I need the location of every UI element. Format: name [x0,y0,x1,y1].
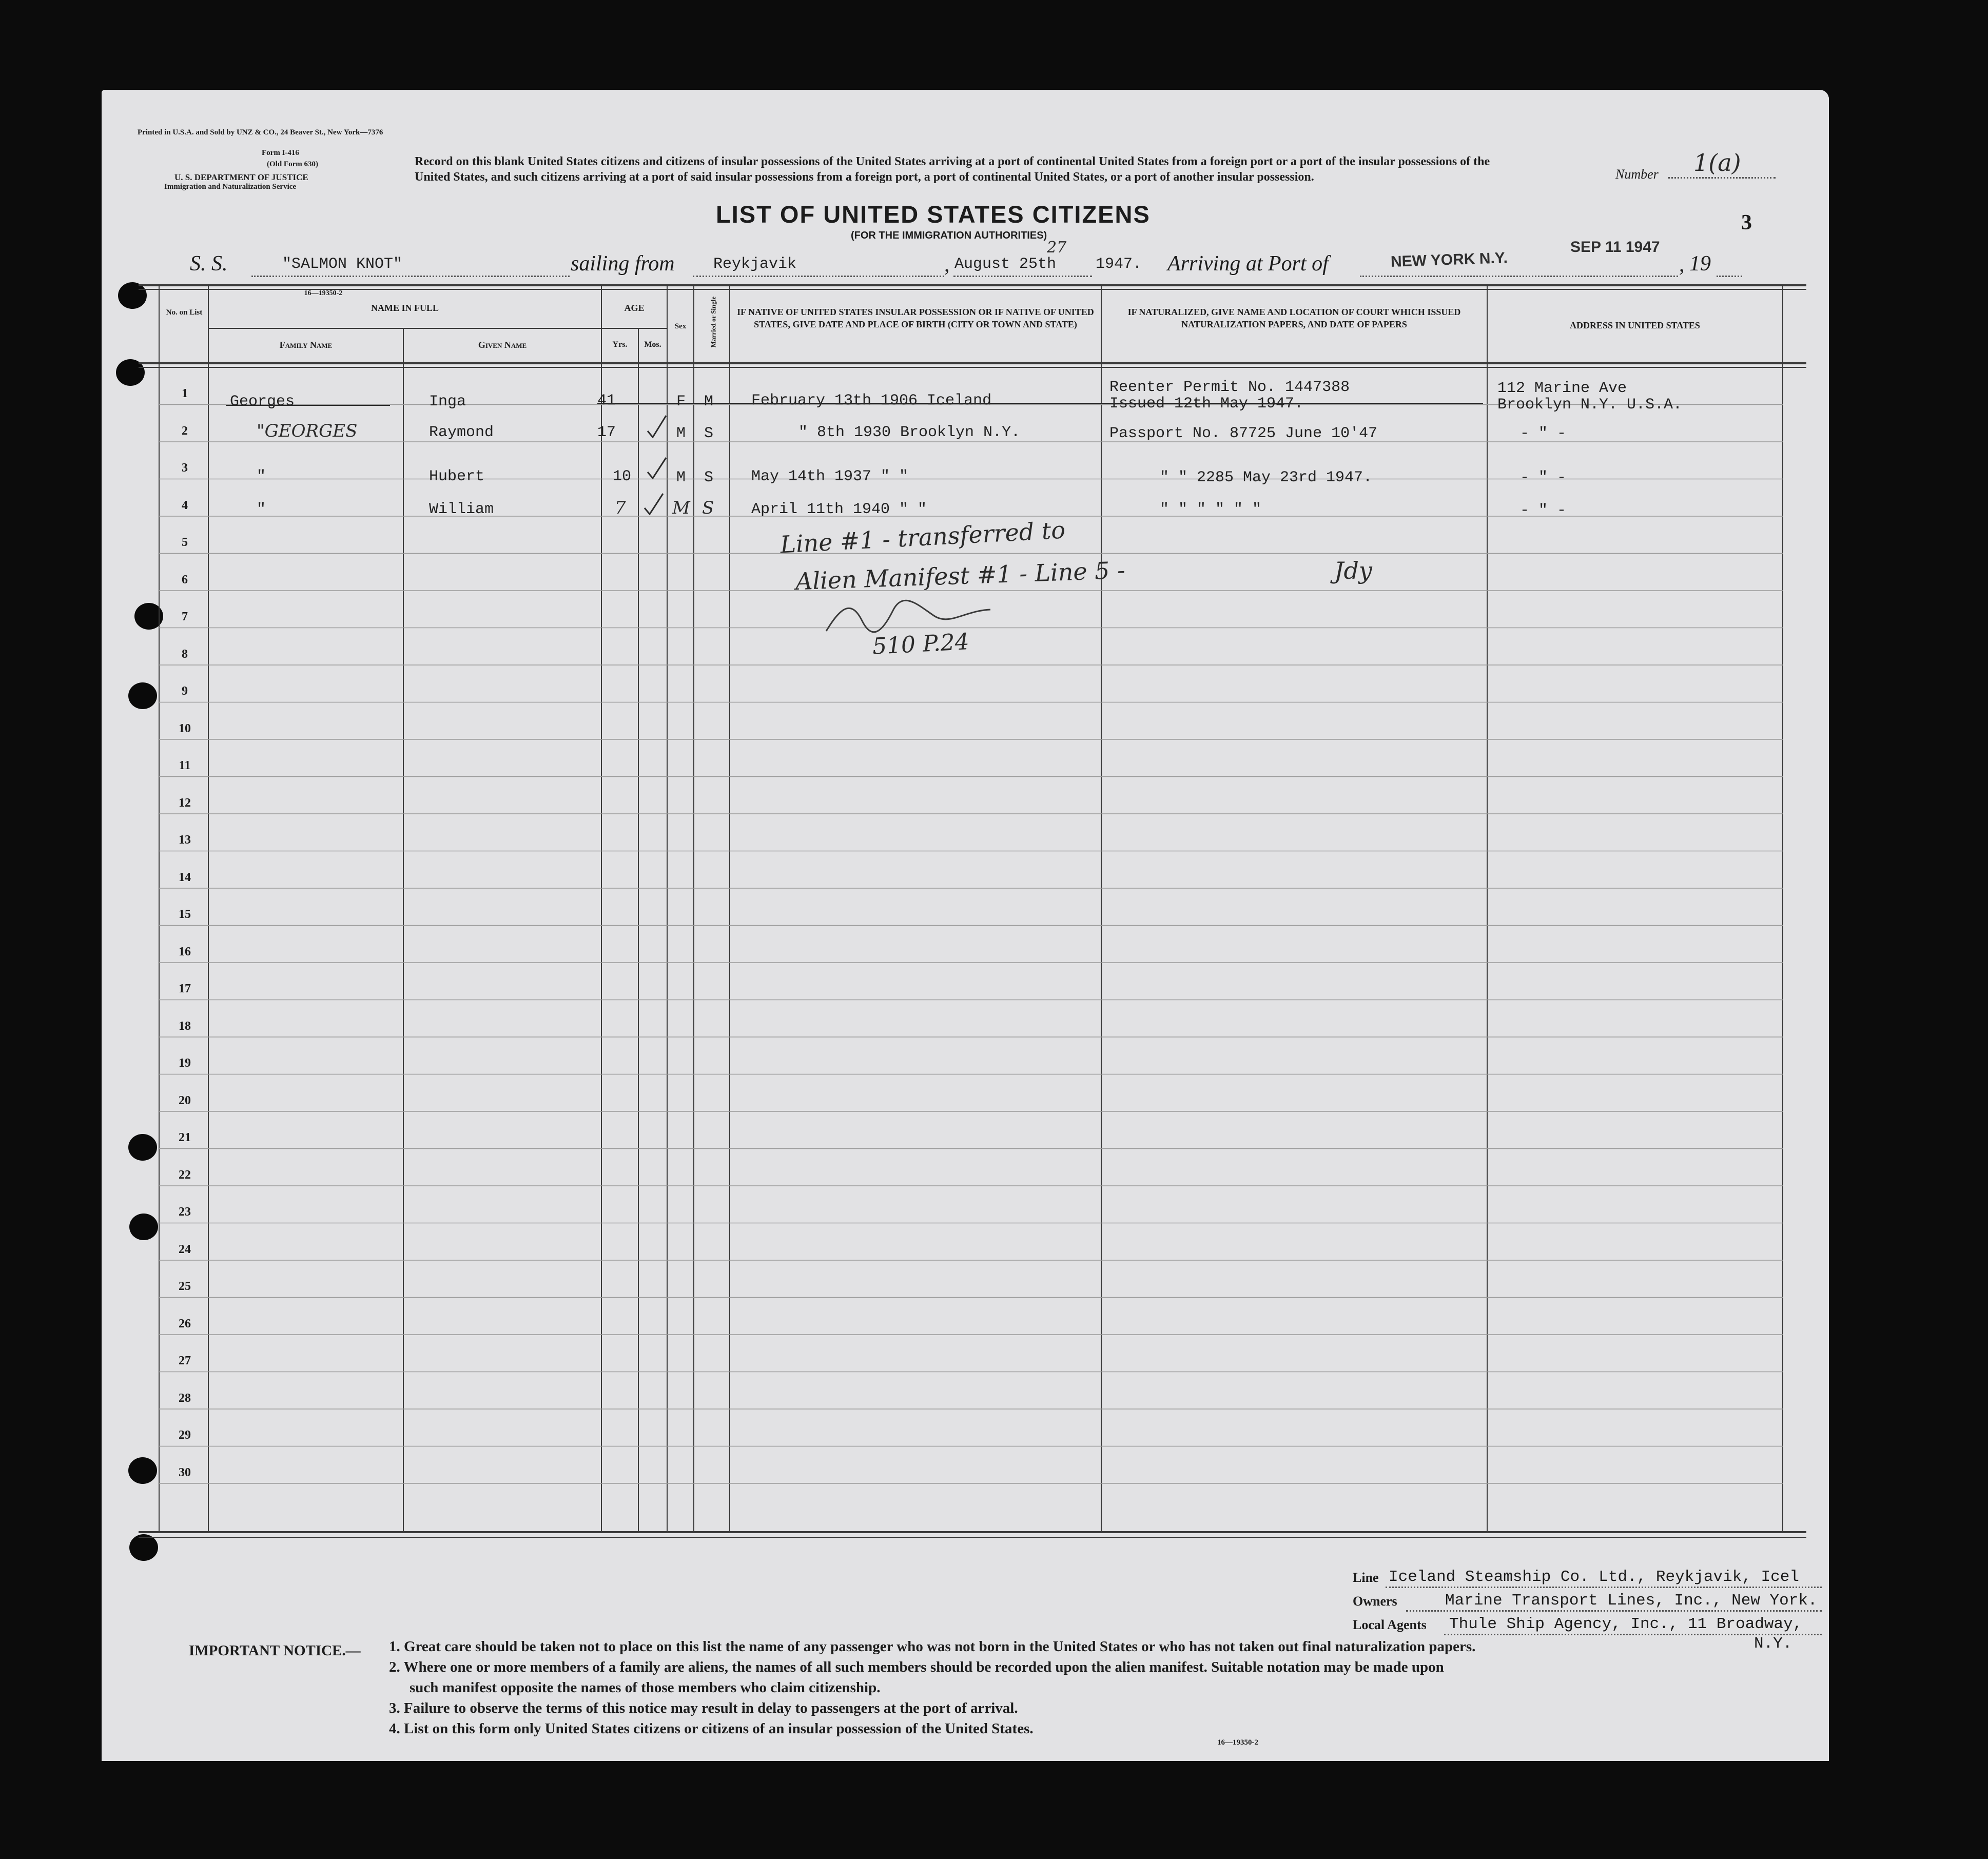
page-title: LIST OF UNITED STATES CITIZENS [716,201,1151,228]
notice-4: 4. List on this form only United States citizens or citizens of an insular possession of the United States. [389,1720,1034,1737]
department: U. S. DEPARTMENT OF JUSTICE [174,172,308,182]
family-name: " [257,501,266,518]
sailing-label: sailing from [571,252,675,276]
row-number: 14 [179,870,191,884]
given-name: William [429,501,494,518]
line-field [1386,1587,1822,1588]
footer-form-code: 16—19350-2 [1217,1738,1258,1747]
sex: M [676,469,686,486]
row-number: 6 [182,573,188,586]
row-number: 11 [179,759,191,772]
married-status: S [704,469,714,486]
row-number: 21 [179,1131,191,1144]
ship-name: "SALMON KNOT" [282,256,403,273]
address-line-2: Brooklyn N.Y. U.S.A. [1497,396,1683,414]
row-number: 20 [179,1093,191,1107]
number-label: Number [1615,167,1659,182]
arriving-label: Arriving at Port of [1167,252,1329,276]
arrival-port-stamp: NEW YORK N.Y. [1390,249,1508,270]
agents-value: Thule Ship Agency, Inc., 11 Broadway, [1449,1615,1803,1633]
row-number: 8 [182,647,188,661]
col-header-no: No. on List [166,308,203,317]
notice-2b: such manifest opposite the names of those members who claim citizenship. [410,1679,881,1696]
col-header-form-code: 16—19350-2 [304,289,343,297]
notice-2a: 2. Where one or more members of a family are aliens, the names of all such members should be recorded upon the alien manifest. Suitable notation may be made upon [389,1659,1444,1675]
page-subtitle: (FOR THE IMMIGRATION AUTHORITIES) [851,230,1047,241]
row-number: 23 [179,1205,191,1219]
owners-label: Owners [1353,1594,1397,1609]
address-line-1: - " - [1520,469,1567,486]
row-number: 5 [182,536,188,549]
col-header-given: Given Name [478,340,527,350]
comma: , [944,253,950,277]
naturalization-line-2: Issued 12th May 1947. [1109,395,1304,413]
date-correction: 27 [1047,239,1067,257]
row-number: 9 [182,684,188,698]
departure-date: August 25th [954,256,1057,273]
row-number: 24 [179,1242,191,1256]
age-years: 7 [615,498,626,518]
col-header-name: NAME IN FULL [371,303,439,313]
birth-info: " 8th 1930 Brooklyn N.Y. [798,424,1021,441]
row-number: 7 [182,610,188,623]
naturalization-line-1: Passport No. 87725 June 10'47 [1109,425,1378,442]
address-line-1: - " - [1520,425,1567,442]
line-label: Line [1353,1570,1379,1585]
annotation-line-3: 510 P.24 [871,629,970,660]
row-number: 22 [179,1168,191,1182]
comma: , [1679,253,1685,277]
annotation-line-1: Line #1 - transferred to [779,516,1066,559]
family-name: Georges [230,393,295,410]
married-status: S [702,498,714,518]
given-name: Raymond [429,424,494,441]
sex: M [672,498,690,518]
row-number: 18 [179,1019,191,1033]
col-header-naturalized: IF NATURALIZED, GIVE NAME AND LOCATION OF COURT WHICH ISSUED NATURALIZATION PAPERS, AND DATE OF PAPERS [1127,307,1461,329]
address-line-1: - " - [1520,502,1567,519]
age-years: 41 [597,392,616,409]
row-number: 16 [179,945,191,958]
printer-line: Printed in U.S.A. and Sold by UNZ & CO., 24 Beaver St., New York—7376 [138,128,383,136]
row-number: 27 [179,1354,191,1367]
naturalization-line-1: Reenter Permit No. 1447388 [1109,379,1350,396]
notice-1: 1. Great care should be taken not to place on this list the name of any passenger who was not born in the United States or who has not taken out final naturalization papers. [389,1638,1476,1655]
important-notice-title: IMPORTANT NOTICE.— [189,1642,361,1659]
naturalization-line-1: " " " " " " [1160,501,1262,518]
header-notice: Record on this blank United States citizens and citizens of insular possessions of the United States arriving at a port of continental United States from a foreign port or a port of the insular possessions of the United States, and such citizens arriving at a port of said insular possessions from a foreign port, a port of continental United States, or a port of another insular possession. [415,155,1490,184]
col-header-married: Married or Single [709,296,717,348]
signature-scrawl [821,595,996,641]
row-number: 4 [182,498,188,512]
ss-label: S. S. [190,252,228,276]
age-years: 10 [613,468,632,485]
service: Immigration and Naturalization Service [164,183,297,191]
row-number: 30 [179,1465,191,1479]
given-name: Inga [429,393,466,410]
row-number: 3 [182,461,188,475]
col-header-family: Family Name [279,340,333,350]
col-header-address: ADDRESS IN UNITED STATES [1570,320,1700,330]
row-number: 28 [179,1391,191,1405]
line-value: Iceland Steamship Co. Ltd., Reykjavik, Icel [1389,1568,1799,1586]
birth-info: May 14th 1937 " " [751,468,909,485]
sex: F [676,393,686,410]
married-status: M [704,393,714,410]
row-number: 15 [179,908,191,921]
agents-value-2: N.Y. [1754,1635,1792,1653]
row-number: 29 [179,1429,191,1442]
row-number: 26 [179,1317,191,1330]
col-header-mos: Mos. [644,340,661,349]
date-stamp: SEP 11 1947 [1570,239,1660,256]
age-years: 17 [597,424,616,441]
year-blank: 19 [1689,252,1711,276]
form-line: Form I-416 [262,149,299,157]
address-line-1: 112 Marine Ave [1497,380,1627,397]
row-number: 17 [179,982,191,995]
annotation-initials: Jdy [1334,557,1372,584]
annotation-line-2: Alien Manifest #1 - Line 5 - [795,556,1126,596]
row-number: 13 [179,833,191,847]
row-number: 1 [182,387,188,400]
family-name: "GEORGES [257,421,358,441]
birth-info: April 11th 1940 " " [751,501,927,518]
row-number: 25 [179,1280,191,1293]
col-header-sex: Sex [674,322,687,330]
col-header-yrs: Yrs. [612,340,628,349]
col-header-age: AGE [624,303,645,313]
married-status: S [704,425,714,442]
owners-field [1406,1610,1822,1612]
row-number: 12 [179,796,191,810]
naturalization-line-1: " " 2285 May 23rd 1947. [1160,469,1373,486]
row-number: 19 [179,1056,191,1070]
birth-info: February 13th 1906 Iceland [751,392,992,409]
departure-year: 1947. [1096,256,1142,273]
departure-port: Reykjavik [713,256,797,273]
old-form: (Old Form 630) [267,160,318,168]
notice-3: 3. Failure to observe the terms of this notice may result in delay to passengers at the port of arrival. [389,1700,1018,1716]
col-header-native: IF NATIVE OF UNITED STATES INSULAR POSSESSION OR IF NATIVE OF UNITED STATES, GIVE DATE AND PLACE OF BIRTH (CITY OR TOWN AND STATE) [737,307,1094,329]
sex: M [676,425,686,442]
agents-label: Local Agents [1353,1617,1427,1632]
family-name: " [257,468,266,485]
row-number: 2 [182,424,188,438]
owners-value: Marine Transport Lines, Inc., New York. [1445,1592,1818,1610]
row-number: 10 [179,721,191,735]
number-value: 1(a) [1693,149,1741,177]
page-number: 3 [1741,211,1752,234]
given-name: Hubert [429,468,485,485]
